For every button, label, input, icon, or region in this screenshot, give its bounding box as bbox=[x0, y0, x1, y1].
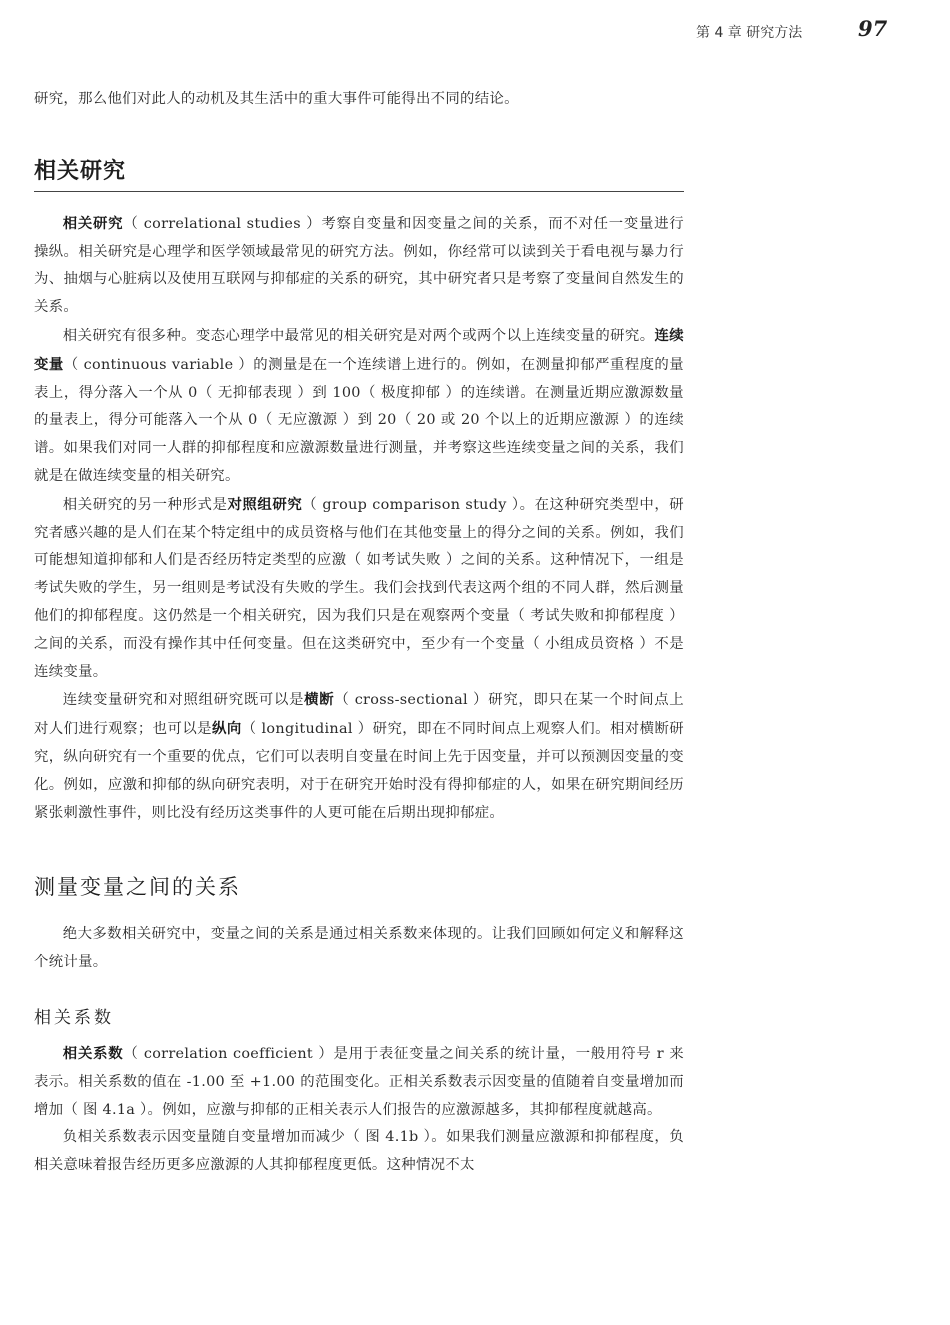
term-correlational-studies: 相关研究 bbox=[62, 214, 124, 232]
subsection-heading-correlation-coefficient: 相关系数 bbox=[34, 1007, 114, 1028]
paragraph-measuring-intro: 绝大多数相关研究中，变量之间的关系是通过相关系数来体现的。让我们回顾如何定义和解释这个统计量。 bbox=[34, 926, 684, 971]
paragraph-correlational-definition bbox=[34, 210, 684, 322]
paragraph-cross-sectional-longitudinal bbox=[34, 686, 684, 827]
term-group-comparison-study: 对照组研究 bbox=[227, 495, 303, 513]
paragraph-text: （ continuous variable ）的测量是在一个连续谱上进行的。例如，在测量抑郁严重程度的量表上，得分落入一个从 0（ 无抑郁表现 ）到 100（ 极度抑郁 ）的连续谱。在测量近期应激源数量的量表上，得分可能落入一个从 0（ 无应激源 ）到 20（ 20 或 20 个以上的近期应激源 ）的连续谱。如果我们对同一人群的抑郁程度和应激源数量进行测量，并考察这些连续变量之间的关系，我们就是在做连续变量的相关研究。 bbox=[34, 356, 684, 484]
section-heading-measuring-relationships: 测量变量之间的关系 bbox=[34, 875, 241, 900]
intro-paragraph: 研究，那么他们对此人的动机及其生活中的重大事件可能得出不同的结论。 bbox=[34, 91, 519, 107]
paragraph-continuous-variable bbox=[34, 322, 684, 491]
paragraph-text: （ group comparison study ）。在这种研究类型中，研究者感兴趣的是人们在某个特定组中的成员资格与他们在其他变量上的得分之间的关系。例如，我们可能想知道抑郁和人们是否经历特定类型的应激（ 如考试失败 ）之间的关系。这种情况下，一组是考试失败的学生，另一组则是考试没有失败的学生。我们会找到代表这两个组的不同人群，然后测量他们的抑郁程度。这仍然是一个相关研究，因为我们只是在观察两个变量（ 考试失败和抑郁程度 ）之间的关系，而没有操作其中任何变量。但在这类研究中，至少有一个变量（ 小组成员资格 ）不是连续变量。 bbox=[34, 496, 684, 680]
paragraph-text: 相关研究有很多种。变态心理学中最常见的相关研究是对两个或两个以上连续变量的研究。 bbox=[62, 327, 655, 344]
paragraph-negative-correlation: 负相关系数表示因变量随自变量增加而减少（ 图 4.1b ）。如果我们测量应激源和抑郁程度，负相关意味着报告经历更多应激源的人其抑郁程度更低。这种情况不太 bbox=[34, 1129, 684, 1174]
paragraph-text: （ correlational studies ）考察自变量和因变量之间的关系，而不对任一变量进行操纵。相关研究是心理学和医学领域最常见的研究方法。例如，你经常可以读到关于看电视与暴力行为、抽烟与心脏病以及使用互联网与抑郁症的关系的研究，其中研究者只是考察了变量间自然发生的关系。 bbox=[34, 215, 684, 316]
paragraph-text: 相关研究的另一种形式是 bbox=[62, 496, 228, 513]
term-cross-sectional: 横断 bbox=[304, 691, 335, 709]
paragraph-text: 连续变量研究和对照组研究既可以是 bbox=[62, 692, 305, 709]
section-heading-correlational-studies: 相关研究 bbox=[34, 154, 684, 192]
term-continuous-variable: 连续变量 bbox=[34, 326, 684, 373]
chapter-title: 第 4 章 研究方法 bbox=[696, 25, 803, 41]
running-header bbox=[640, 18, 900, 46]
paragraph-text: （ correlation coefficient ）是用于表征变量之间关系的统计量，一般用符号 r 来表示。相关系数的值在 -1.00 至 +1.00 的范围变化。正相关系数表示因变量的值随着自变量增加而增加（ 图 4.1a ）。例如，应激与抑郁的正相关表示人们报告的应激源越多，其抑郁程度就越高。 bbox=[34, 1045, 684, 1118]
paragraph-text: （ cross-sectional ）研究，即只在某一个时间点上对人们进行观察；也可以是 bbox=[34, 692, 684, 738]
term-longitudinal: 纵向 bbox=[212, 720, 242, 738]
paragraph-correlation-coefficient bbox=[34, 1040, 684, 1124]
page-number: 97 bbox=[858, 16, 888, 41]
term-correlation-coefficient: 相关系数 bbox=[62, 1044, 124, 1062]
paragraph-group-comparison bbox=[34, 491, 684, 687]
page-body bbox=[34, 86, 684, 1180]
paragraph-text: （ longitudinal ）研究，即在不同时间点上观察人们。相对横断研究，纵向研究有一个重要的优点，它们可以表明自变量在时间上先于因变量，并可以预测因变量的变化。例如，应激和抑郁的纵向研究表明，对于在研究开始时没有得抑郁症的人，如果在研究期间经历紧张刺激性事件，则比没有经历这类事件的人更可能在后期出现抑郁症。 bbox=[34, 721, 684, 821]
